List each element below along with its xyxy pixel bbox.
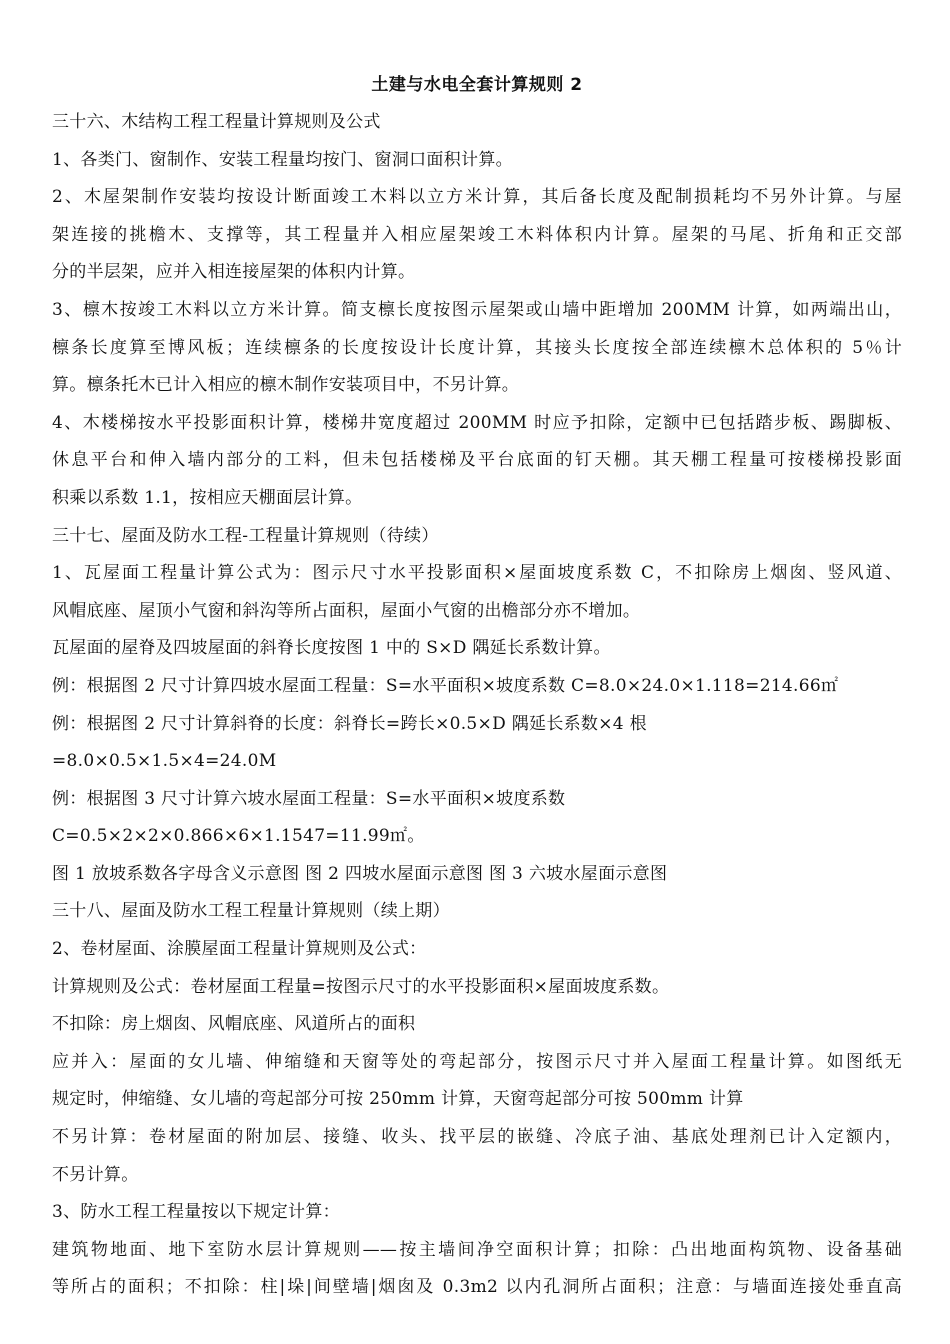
paragraph-line: 不另计算。 [52,1164,139,1185]
paragraph-line: 应并入：屋面的女儿墙、伸缩缝和天窗等处的弯起部分，按图示尺寸并入屋面工程量计算。如图纸无 [52,1051,902,1072]
document-title: 土建与水电全套计算规则 2 [371,75,583,95]
paragraph-line: 不另计算：卷材屋面的附加层、接缝、收头、找平层的嵌缝、冷底子油、基底处理剂已计入定额内， [52,1127,902,1148]
paragraph-line: 架连接的挑檐木、支撑等，其工程量并入相应屋架竣工木料体积内计算。屋架的马尾、折角和正交部 [52,224,902,245]
paragraph-line: 檩条长度算至博风板；连续檩条的长度按设计长度计算，其接头长度按全部连续檩木总体积的 5％计 [52,337,902,358]
figure-caption-line: 图 1 放坡系数各字母含义示意图 图 2 四坡水屋面示意图 图 3 六坡水屋面示意图 [52,863,668,884]
title-spacer [52,96,902,104]
example-line: 例：根据图 3 尺寸计算六坡水屋面工程量：S=水平面积×坡度系数 [52,788,566,809]
paragraph-line: 休息平台和伸入墙内部分的工料，但未包括楼梯及平台底面的钉天棚。其天棚工程量可按楼梯投影面 [52,450,902,471]
section-heading-37: 三十七、屋面及防水工程-工程量计算规则（待续） [52,525,439,546]
example-line: 例：根据图 2 尺寸计算斜脊的长度：斜脊长=跨长×0.5×D 隅延长系数×4 根 [52,713,647,734]
paragraph-line: 瓦屋面的屋脊及四坡屋面的斜脊长度按图 1 中的 S×D 隅延长系数计算。 [52,638,611,659]
paragraph-line: 等所占的面积；不扣除：柱|垛|间壁墙|烟囱及 0.3m2 以内孔洞所占面积；注意：与墙面连接处垂直高 [52,1277,902,1298]
paragraph-line: 计算规则及公式：卷材屋面工程量=按图示尺寸的水平投影面积×屋面坡度系数。 [52,976,670,997]
paragraph-line: 积乘以系数 1.1，按相应天棚面层计算。 [52,487,363,508]
example-line: =8.0×0.5×1.5×4=24.0M [52,751,277,772]
paragraph-line: 建筑物地面、地下室防水层计算规则——按主墙间净空面积计算；扣除：凸出地面构筑物、设备基础 [52,1239,902,1260]
paragraph-line: 2、木屋架制作安装均按设计断面竣工木料以立方米计算，其后备长度及配制损耗均不另外计算。与屋 [52,187,902,208]
document-page [52,74,902,1307]
paragraph-line: 4、木楼梯按水平投影面积计算，楼梯井宽度超过 200MM 时应予扣除，定额中已包括踏步板、踢脚板、 [52,412,902,433]
paragraph-line: 1、各类门、窗制作、安装工程量均按门、窗洞口面积计算。 [52,149,513,170]
paragraph-line: 1、瓦屋面工程量计算公式为：图示尺寸水平投影面积×屋面坡度系数 C，不扣除房上烟囱、竖风道、 [52,563,902,584]
paragraph-line: 3、防水工程工程量按以下规定计算： [52,1202,340,1223]
example-line: 例：根据图 2 尺寸计算四坡水屋面工程量：S=水平面积×坡度系数 C=8.0×24.0×1.118=214.66㎡ [52,675,839,696]
paragraph-line: 3、檩木按竣工木料以立方米计算。简支檩长度按图示屋架或山墙中距增加 200MM 计算，如两端出山， [52,299,902,320]
paragraph-line: 2、卷材屋面、涂膜屋面工程量计算规则及公式： [52,939,427,960]
section-heading-38: 三十八、屋面及防水工程工程量计算规则（续上期） [52,901,450,922]
paragraph-line: 分的半层架，应并入相连接屋架的体积内计算。 [52,262,416,283]
example-line: C=0.5×2×2×0.866×6×1.1547=11.99㎡。 [52,826,425,847]
paragraph-line: 算。檩条托木已计入相应的檩木制作安装项目中，不另计算。 [52,375,520,396]
paragraph-line: 风帽底座、屋顶小气窗和斜沟等所占面积，屋面小气窗的出檐部分亦不增加。 [52,600,641,621]
paragraph-line: 不扣除：房上烟囱、风帽底座、风道所占的面积 [52,1014,416,1035]
section-heading-36: 三十六、木结构工程工程量计算规则及公式 [52,112,381,132]
paragraph-line: 规定时，伸缩缝、女儿墙的弯起部分可按 250mm 计算，天窗弯起部分可按 500mm 计算 [52,1089,744,1110]
